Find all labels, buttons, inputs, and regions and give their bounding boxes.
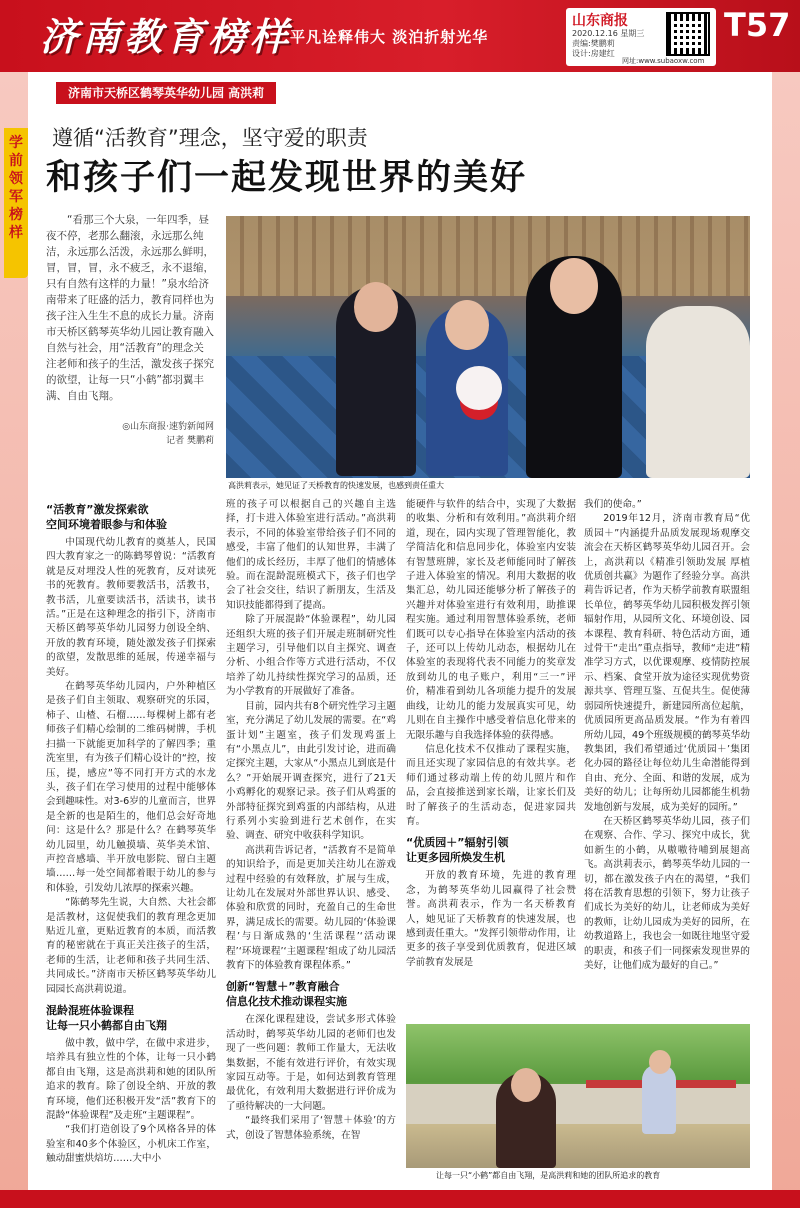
section-heading: 创新“智慧＋”教育融合 信息化技术推动课程实施 <box>226 980 347 1009</box>
editor-credit: 责编:樊鹏莉 <box>572 39 615 48</box>
photo-caption-main: 高洪莉表示，她见证了天桥教育的快速发展，也感到责任重大 <box>226 478 750 494</box>
designer-credit: 设计:房建红 <box>572 49 615 58</box>
column-1: “活教育”激发探索欲 空间环境着眼参与和体验 中国现代幼儿教育的奠基人，民国四大教育家之一的陈鹤琴曾说：“活教育就是反对埋没人性的死教育，反对读死书的死教育。教师要教活书，活教书，教书活，儿童要读活书，活读书，读书活。”正是在这种理念的指引下，济南市天桥区鹤琴英华幼儿园努力创设全纳、开放的教育环境，随处激发孩子们探索的欲望，发散思维的延展，传递幸福与美好。 在鹤琴英华幼儿园内，户外种植区是孩子们自主领取、观察研究的乐园，柿子、山楂、石榴……每棵树上都有老师孩子们精心绘制的二维码树牌，手机扫描一下就能更加科学的了解四季；重洗室里，有为孩子们精心设计的“控，按压，提，感应”等不同打开方式的水龙头，孩子们在学习使用的过程中能够体会到趣味性。对3-6岁的儿童而言，世界是全新的也是陌生的，他们总会好奇地问：这是什么？那是什么？在鹤琴英华幼儿园里，幼儿触摸墙、英华美术馆、声控音感墙、半开放电影院、留白主题墙……每一处空间都着眼于幼儿的参与和体验，引发幼儿浓厚的探索兴趣。 “陈鹤琴先生说，大自然、大社会都是活教材，这促使我们的教育理念更加贴近儿童，更贴近教育的本质，而活教育的秘密就在于真正关注孩子的生活，老师的生活，让老师和孩子共同生活、共同成长。”济南市天桥区鹤琴英华幼儿园园长高洪莉说道。 混龄混班体验课程 让每一只小鹤都自由飞翔 做中教，做中学，在做中求进步，培养具有独立性的个体，让每一只小鹤都自由飞翔，这是高洪莉和她的团队所追求的教育。除了创设全纳、开放的教育环境，他们还积极开发“活”教育下的混龄“体验课程”及走班“主题课程”。 “我们打造创设了9个风格各异的体验室和40多个体验区，小机床工作室，触动甜蜜烘焙坊……大中小 <box>46 503 216 1165</box>
masthead <box>0 0 800 72</box>
photo-plush-toy <box>456 366 502 410</box>
article-subtitle: 遵循“活教育”理念，坚守爱的职责 <box>52 126 368 150</box>
qr-code-icon <box>666 12 710 56</box>
column-4: 我们的使命。” 2019年12月，济南市教育局“优质园＋”内涵提升品质发展现场观摩交流会在天桥区鹤琴英华幼儿园召开。会上，高洪莉以《精准引领助发展 厚植优质创共赢》为题作了经验分享。高洪莉告诉记者，作为天桥学前教育联盟组长单位，鹤琴英华幼儿园积极发挥引领辐射作用，从园所文化、环境创设、园本课程、教育科研、特色活动方面，通过骨干“走出”重点指导，教师“走进”精准学习方式，以优课观摩、疫情防控展示、档案、食堂开放为途径实现优势资源共享、管理互鉴、互促共生。促使薄弱园所快速提升，新建园所高位起航，优质园所更高品质发展。“作为有着四所幼儿园，49个班级规模的鹤琴英华幼教集团，我们希望通过‘优质园＋’集团化办园的路径让每位幼儿生命潜能得到自由、充分、全面、和谐的发展，成为美好的幼儿；让每所幼儿园都能生机勃发地创新与发展，成为美好的园所。” 在天桥区鹤琴英华幼儿园，孩子们在观察、合作、学习、探究中成长，犹如新生的小鹤，从嗷嗷待哺到展翅高飞。高洪莉表示，鹤琴英华幼儿园的一切，都在激发孩子内在的渴望，“我们将在活教育思想的引领下，努力让孩子们成长为美好的幼儿，让老师成为美好的教师，让幼儿园成为美好的园所，在幼教道路上，我也会一如既往地坚守爱的职责，和孩子们一同探索发现世界的美好，让他们成为最好的自己。” <box>584 499 750 971</box>
byline-reporter: 记者 樊鹏莉 <box>166 436 214 446</box>
section-heading: 混龄混班体验课程 让每一只小鹤都自由飞翔 <box>46 1004 167 1032</box>
article-title: 和孩子们一起发现世界的美好 <box>46 158 528 198</box>
photo-caption-secondary: 让每一只“小鹤”都自由飞翔，是高洪莉和她的团队所追求的教育 <box>436 1171 661 1180</box>
byline <box>80 420 214 448</box>
byline-source: ◎山东商报·速豹新闻网 <box>122 422 214 432</box>
section-tag-text: 学前领军榜样 <box>9 135 23 241</box>
website: 网址:www.subaoxw.com <box>622 57 705 65</box>
main-photo <box>226 216 750 478</box>
photo-teacher <box>496 1072 556 1168</box>
photo-boy-left <box>336 286 416 476</box>
publication-box <box>566 8 716 66</box>
publication-name: 山东商报 <box>572 13 628 29</box>
page-number: T57 <box>724 6 791 44</box>
photo-girl <box>642 1064 676 1134</box>
footer-band <box>0 1190 800 1208</box>
section-heading: “活教育”激发探索欲 空间环境着眼参与和体验 <box>46 503 167 531</box>
section-tag <box>4 128 28 278</box>
article-kicker: 济南市天桥区鹤琴英华幼儿园 高洪莉 <box>56 82 276 104</box>
article-lead: “看那三个大泉，一年四季，昼夜不停，老那么翻滚，永远那么纯洁，永远那么活泼，永远那么鲜明，冒，冒，冒，永不疲乏，永不退缩，只有自然有这样的力量！”泉水给济南带来了旺盛的活力，教育同样也为孩子注入生生不息的成长力量。济南市天桥区鹤琴英华幼儿园让教育融入自然与社会，用“活教育”的理念关注老师和孩子的生活，激发孩子探究的欲望，让每一只“小鹤”都羽翼丰满、自由飞翔。 <box>46 214 214 402</box>
column-brand: 济南教育榜样 <box>40 14 293 59</box>
column-3: 能硬件与软件的结合中，实现了大数据的收集、分析和有效利用。”高洪莉介绍道，现在，园内实现了管理智能化，教学简洁化和信息同步化，体验室内安装有智慧班牌，家长及老师能同时了解孩子进入体验室的情况。利用大数据的收集汇总，幼儿园还能够分析了解孩子的兴趣并对体验室进行有效利用，助推课程实施。通过利用智慧体验系统，老师们既可以专心指导在体验室内活动的孩子，还可以上传幼儿动态，根据幼儿在体验室的表现将代表不同能力的奖章发放到幼儿的电子账户，利用“三一”评价，精准看到幼儿各项能力提升的发展曲线，让幼儿的能力发展真实可见，幼儿则在自主操作中感受着信息化带来的无限乐趣与自我选择体验的获得感。 信息化技术不仅推动了课程实施，而且还实现了家园信息的有效共享。老师们通过移动端上传的幼儿照片和作品，会直接推送到家长端，让家长们及时了解孩子的生活动态，促进家园共育。 “优质园＋”辐射引领 让更多园所焕发生机 开放的教育环境，先进的教育理念，为鹤琴英华幼儿园赢得了社会赞誉。高洪莉表示，作为一名天桥教育人，她见证了天桥教育的快速发展，也感到责任重大。“发挥引领带动作用，让更多的孩子享受到优质教育，促进区域学前教育发展是 <box>406 499 576 968</box>
right-border <box>772 72 800 1208</box>
photo-principal <box>526 256 622 478</box>
secondary-photo <box>406 1024 750 1168</box>
section-heading: “优质园＋”辐射引领 让更多园所焕发生机 <box>406 836 509 865</box>
column-2: 班的孩子可以根据自己的兴趣自主选择，打卡进入体验室进行活动。”高洪莉表示，不同的体验室带给孩子们不同的感受，丰富了他们的认知世界，丰满了他们的成长经历，丰厚了他们的情感体验。而在混龄混班模式下，孩子们也学会了社会交往，结识了新朋友，生活及知识技能都得到了提高。 除了开展混龄“体验课程”，幼儿园还组织大班的孩子们开展走班制研究性主题学习，引导他们以自主探究、调查分析、小组合作等方式进行活动，不仅培养了幼儿持续性探究学习的品质，还为小学教育的开展做好了准备。 目前，园内共有8个研究性学习主题室，充分满足了幼儿发展的需要。在“鸡蛋计划”主题室，孩子们发现鸡蛋上有“小黑点儿”，由此引发讨论，进而确定探究主题，大家从“小黑点儿到底是什么？”开始展开调查探究，进行了21天小鸡孵化的观察记录。孩子们从鸡蛋的外部特征探究到鸡蛋的内部结构，从进行系列小实验到进行艺术创作，在实验、调查、研究中收获科学知识。 高洪莉告诉记者，“活教育不是简单的知识给予，而是更加关注幼儿在游戏过程中经验的有效释放，扩展与生成，让幼儿在发展对外部世界认识、感受、体验和欣赏的同时，充盈自己的生命世界，满足成长的需要。幼儿园的‘体验课程’与日渐成熟的‘生活课程’‘活动课程’‘环境课程’‘主题课程’组成了幼儿园活教育下的体验教育课程体系。” 创新“智慧＋”教育融合 信息化技术推动课程实施 在深化课程建设，尝试多形式体验活动时，鹤琴英华幼儿园的老师们也发现了一些问题：教师工作量大，无法收集数据，不能有效进行评价，有效实现家园互动等。于是，如何达到教育管理最优化，有效利用大数据进行评价成为了亟待解决的一大问题。 “最终我们采用了‘智慧＋体验’的方式，创设了智慧体验系统，在智 <box>226 499 396 1141</box>
issue-date: 2020.12.16 星期三 <box>572 29 645 38</box>
column-slogan: 平凡诠释伟大 淡泊折射光华 <box>290 28 489 46</box>
